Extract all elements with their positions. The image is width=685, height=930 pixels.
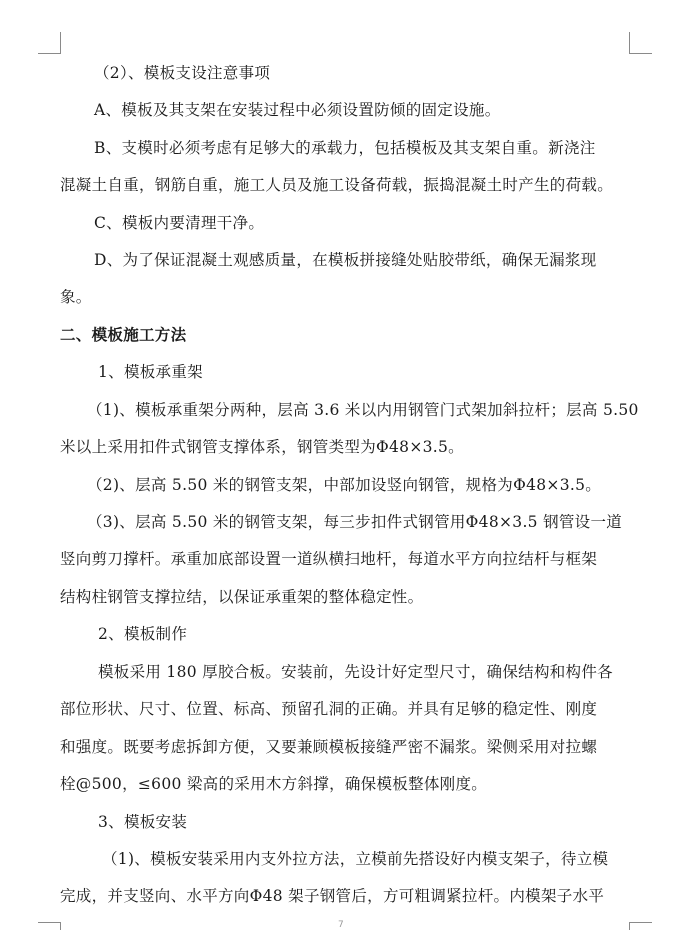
paragraph-line: （1)、模板安装采用内支外拉方法，立模前先搭设好内模支架子，待立模 <box>102 850 609 868</box>
paragraph-line: A、模板及其支架在安装过程中必须设置防倾的固定设施。 <box>94 101 501 119</box>
paragraph-line: 完成，并支竖向、水平方向Φ48 架子钢管后，方可粗调紧拉杆。内模架子水平 <box>60 887 605 905</box>
paragraph-line: 竖向剪刀撑杆。承重加底部设置一道纵横扫地杆，每道水平方向拉结杆与框架 <box>60 550 598 568</box>
paragraph-line: 部位形状、尺寸、位置、标高、预留孔洞的正确。并具有足够的稳定性、刚度 <box>60 700 598 718</box>
paragraph-line: 模板采用 180 厚胶合板。安装前，先设计好定型尺寸，确保结构和构件各 <box>98 663 613 681</box>
paragraph-line: 混凝土自重，钢筋自重，施工人员及施工设备荷载，振捣混凝土时产生的荷载。 <box>60 176 614 194</box>
crop-mark-bottom-left-horizontal <box>38 922 61 923</box>
paragraph-line: B、支模时必须考虑有足够大的承载力，包括模板及其支架自重。新浇注 <box>94 139 596 157</box>
paragraph-line: 象。 <box>60 288 92 306</box>
crop-mark-bottom-right-vertical <box>629 922 630 930</box>
subsection-title: 2、模板制作 <box>98 625 188 643</box>
paragraph-line: 和强度。既要考虑拆卸方便，又要兼顾模板接缝严密不漏浆。梁侧采用对拉螺 <box>60 738 598 756</box>
paragraph-line: 米以上采用扣件式钢管支撑体系，钢管类型为Φ48×3.5。 <box>60 438 464 456</box>
subsection-title: 1、模板承重架 <box>98 363 203 381</box>
crop-mark-bottom-left-vertical <box>60 922 61 930</box>
crop-mark-top-left-vertical <box>60 32 61 54</box>
paragraph-line: （3)、层高 5.50 米的钢管支架，每三步扣件式钢管用Φ48×3.5 钢管设一道 <box>87 513 623 531</box>
subsection-title: 3、模板安装 <box>98 813 188 831</box>
crop-mark-top-left-horizontal <box>38 53 61 54</box>
page-number: 7 <box>338 920 344 930</box>
paragraph-line: （2)、层高 5.50 米的钢管支架，中部加设竖向钢管，规格为Φ48×3.5。 <box>87 476 602 494</box>
paragraph-line: 结构柱钢管支撑拉结，以保证承重架的整体稳定性。 <box>60 588 424 606</box>
paragraph-line: 栓@500，≤600 梁高的采用木方斜撑，确保模板整体刚度。 <box>60 775 488 793</box>
paragraph-line: C、模板内要清理干净。 <box>94 214 265 232</box>
paragraph-line: （1)、模板承重架分两种，层高 3.6 米以内用钢管门式架加斜拉杆；层高 5.50 <box>87 401 639 419</box>
crop-mark-bottom-right-horizontal <box>629 922 652 923</box>
paragraph-line: D、为了保证混凝土观感质量，在模板拼接缝处贴胶带纸，确保无漏浆现 <box>94 251 597 269</box>
crop-mark-top-right-vertical <box>629 32 630 54</box>
section-heading: 二、模板施工方法 <box>60 326 187 344</box>
subsection-title: （2）、模板支设注意事项 <box>94 64 271 82</box>
crop-mark-top-right-horizontal <box>629 53 652 54</box>
